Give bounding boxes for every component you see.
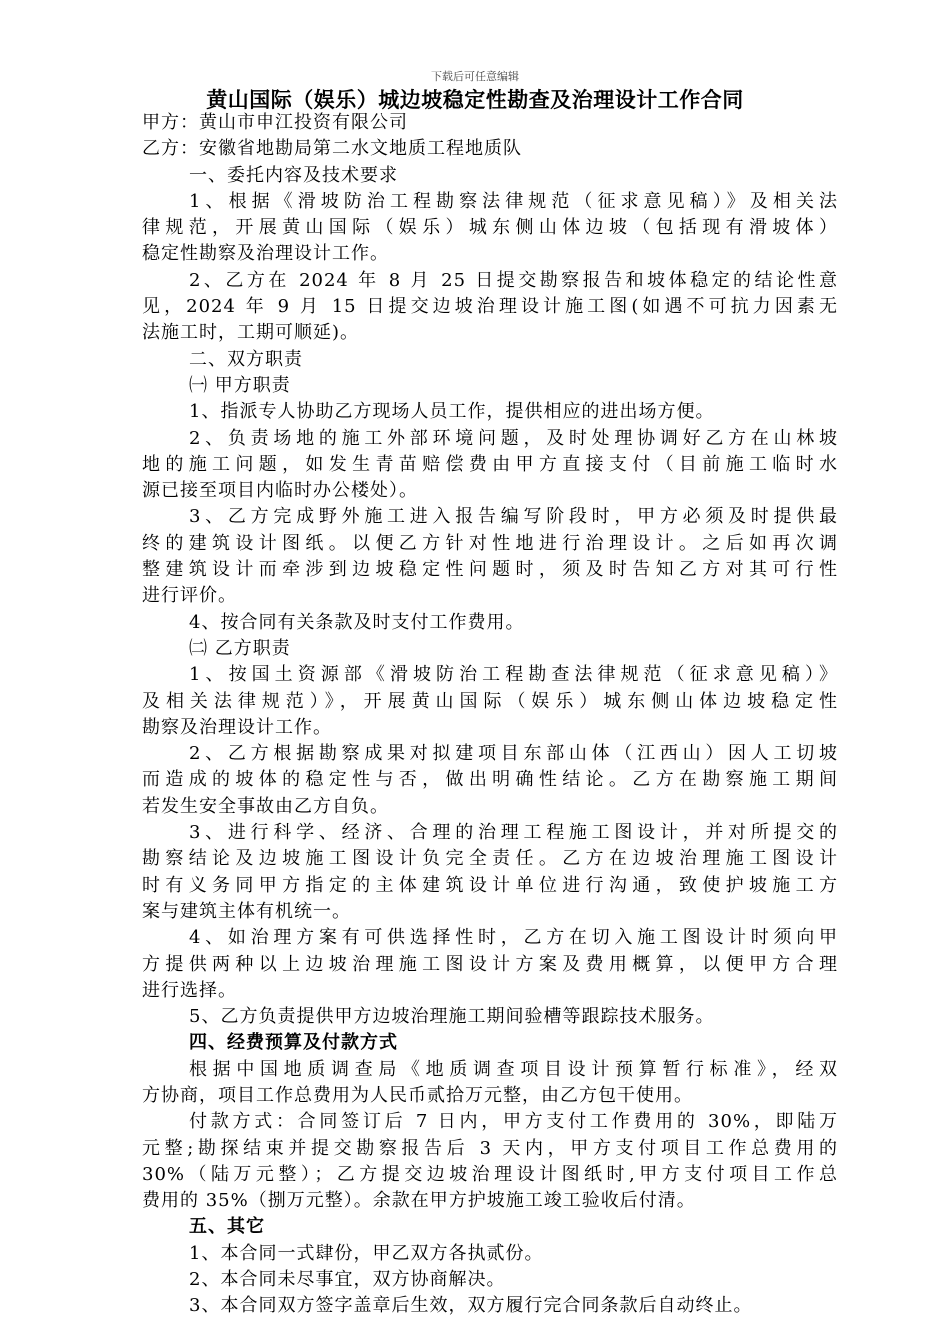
- text-line: 进行评价。: [142, 585, 237, 607]
- header-note: 下载后可任意编辑: [431, 70, 519, 83]
- text-line: 一、委托内容及技术要求: [189, 164, 398, 186]
- text-line: 1、根据《滑坡防治工程勘察法律规范（征求意见稿）》及相关法: [189, 190, 838, 212]
- text-line: 勘察结论及边坡施工图设计负完全责任。乙方在边坡治理施工图设计: [142, 848, 838, 870]
- text-line: 2、负责场地的施工外部环境问题，及时处理协调好乙方在山林坡: [189, 427, 838, 449]
- document-title: 黄山国际（娱乐）城边坡稳定性勘查及治理设计工作合同: [206, 87, 744, 112]
- text-line: 法施工时，工期可顺延)。: [142, 322, 360, 344]
- section-heading: 五、其它: [189, 1216, 265, 1238]
- text-line: 5、乙方负责提供甲方边坡治理施工期间验槽等跟踪技术服务。: [189, 1006, 715, 1028]
- text-line: 1、指派专人协助乙方现场人员工作，提供相应的进出场方便。: [189, 401, 715, 423]
- text-line: 付款方式：合同签订后 7 日内，甲方支付工作费用的 30%，即陆万: [189, 1111, 838, 1133]
- text-line: ㈠ 甲方职责: [189, 374, 291, 396]
- text-line: 2、乙方根据勘察成果对拟建项目东部山体（江西山）因人工切坡: [189, 743, 838, 765]
- text-line: 方提供两种以上边坡治理施工图设计方案及费用概算，以便甲方合理: [142, 953, 838, 975]
- text-line: ㈡ 乙方职责: [189, 637, 291, 659]
- text-line: 终的建筑设计图纸。以便乙方针对性地进行治理设计。之后如再次调: [142, 532, 838, 554]
- text-line: 4、如治理方案有可供选择性时，乙方在切入施工图设计时须向甲: [189, 927, 838, 949]
- text-line: 费用的 35%（捌万元整）。余款在甲方护坡施工竣工验收后付清。: [142, 1190, 696, 1212]
- text-line: 2、本合同未尽事宜，双方协商解决。: [189, 1269, 506, 1291]
- text-line: 源已接至项目内临时办公楼处）。: [142, 480, 418, 502]
- text-line: 而造成的坡体的稳定性与否，做出明确性结论。乙方在勘察施工期间: [142, 769, 838, 791]
- text-line: 1、按国土资源部《滑坡防治工程勘查法律规范（征求意见稿）》: [189, 664, 838, 686]
- text-line: 时有义务同甲方指定的主体建筑设计单位进行沟通，致使护坡施工方: [142, 874, 838, 896]
- text-line: 元整;勘探结束并提交勘察报告后 3 天内，甲方支付项目工作总费用的: [142, 1137, 838, 1159]
- text-line: 方协商，项目工作总费用为人民币贰拾万元整，由乙方包干使用。: [142, 1084, 693, 1106]
- text-line: 4、按合同有关条款及时支付工作费用。: [189, 611, 525, 633]
- text-line: 进行选择。: [142, 979, 237, 1001]
- text-line: 若发生安全事故由乙方自负。: [142, 795, 389, 817]
- text-line: 甲方：黄山市申江投资有限公司: [142, 112, 408, 133]
- text-line: 二、双方职责: [189, 348, 303, 370]
- contract-body: [142, 110, 838, 1320]
- text-line: 1、本合同一式肆份，甲乙双方各执贰份。: [189, 1242, 544, 1264]
- text-line: 及相关法律规范）》，开展黄山国际（娱乐）城东侧山体边坡稳定性: [142, 690, 838, 712]
- text-line: 乙方：安徽省地勘局第二水文地质工程地质队: [142, 138, 522, 160]
- text-line: 律规范，开展黄山国际（娱乐）城东侧山体边坡（包括现有滑坡体）: [142, 217, 838, 239]
- text-line: 勘察及治理设计工作。: [142, 716, 332, 738]
- text-line: 2、乙方在 2024 年 8 月 25 日提交勘察报告和坡体稳定的结论性意: [189, 269, 838, 291]
- text-line: 30%（陆万元整）；乙方提交边坡治理设计图纸时,甲方支付项目工作总: [142, 1163, 838, 1185]
- text-line: 见，2024 年 9 月 15 日提交边坡治理设计施工图(如遇不可抗力因素无: [142, 296, 838, 318]
- text-line: 3、进行科学、经济、合理的治理工程施工图设计，并对所提交的: [189, 822, 838, 844]
- section-heading: 四、经费预算及付款方式: [189, 1032, 398, 1054]
- text-line: 3、乙方完成野外施工进入报告编写阶段时，甲方必须及时提供最: [189, 506, 838, 528]
- text-line: 根据中国地质调查局《地质调查项目设计预算暂行标准》，经双: [189, 1058, 838, 1080]
- text-line: 案与建筑主体有机统一。: [142, 900, 351, 922]
- text-line: 3、本合同双方签字盖章后生效，双方履行完合同条款后自动终止。: [189, 1295, 753, 1317]
- text-line: 整建筑设计而牵涉到边坡稳定性问题时，须及时告知乙方对其可行性: [142, 559, 838, 581]
- text-line: 地的施工问题，如发生青苗赔偿费由甲方直接支付（目前施工临时水: [142, 453, 838, 475]
- text-line: 稳定性勘察及治理设计工作。: [142, 243, 389, 265]
